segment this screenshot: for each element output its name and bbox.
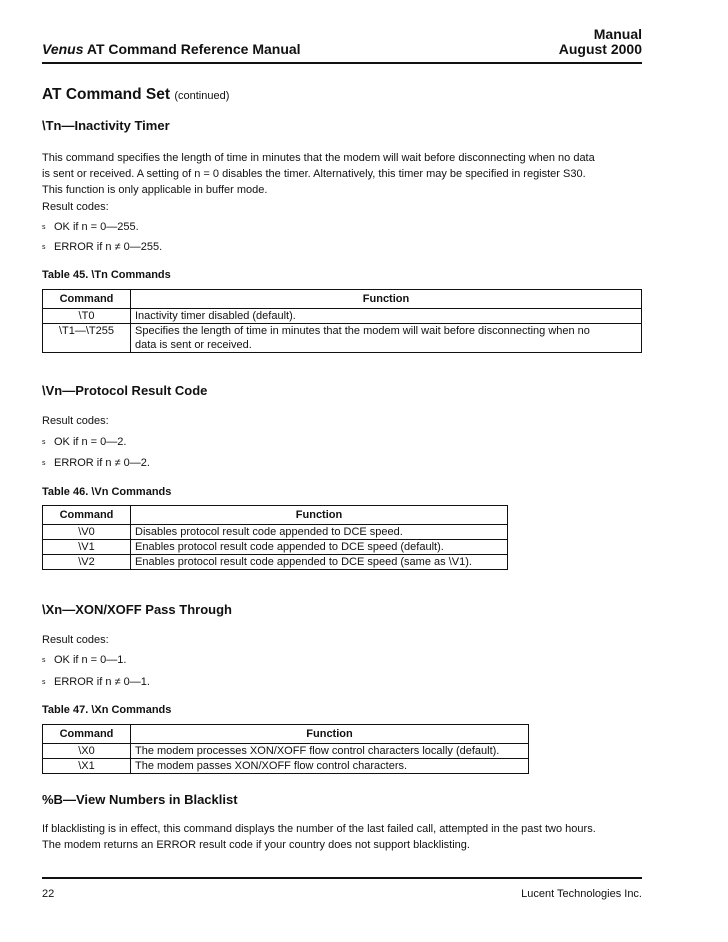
table-row [43, 555, 508, 570]
table-row [43, 525, 508, 540]
col-function: Function [131, 290, 642, 309]
xn-table [42, 724, 529, 774]
tn-result-label: Result codes: [42, 201, 109, 213]
cell-command: \X0 [43, 744, 131, 759]
col-command: Command [43, 725, 131, 744]
cell-function: Enables protocol result code appended to DCE speed (default). [131, 540, 508, 555]
bullet-text: OK if n = 0—1. [54, 654, 127, 666]
tn-description [42, 150, 652, 198]
col-command: Command [43, 290, 131, 309]
bullet-text: ERROR if n ≠ 0—255. [54, 241, 163, 253]
bullet-text: ERROR if n ≠ 0—1. [54, 676, 150, 688]
footer-rule [42, 877, 642, 879]
pb-heading: %B—View Numbers in Blacklist [42, 792, 238, 807]
xn-heading: \Xn—XON/XOFF Pass Through [42, 602, 232, 617]
cell-command: \T1—\T255 [43, 324, 131, 353]
vn-heading: \Vn—Protocol Result Code [42, 383, 208, 398]
section-note: (continued) [174, 90, 230, 102]
section-title [42, 86, 229, 104]
tn-desc-line: This function is only applicable in buffer mode. [42, 184, 268, 196]
section-title-text: AT Command Set [42, 86, 171, 103]
header-date: August 2000 [558, 41, 642, 57]
header-manual: Manual [593, 26, 642, 42]
bullet-text: OK if n = 0—255. [54, 221, 139, 233]
tn-bullet-error [42, 241, 162, 253]
table-row [43, 324, 642, 353]
vn-table [42, 505, 508, 570]
tn-desc-line: This command specifies the length of time in minutes that the modem will wait before disconnecting when no data [42, 152, 595, 164]
table-row [43, 540, 508, 555]
document-title [42, 41, 301, 57]
bullet-mark: s [42, 679, 46, 686]
tn-heading: \Tn—Inactivity Timer [42, 118, 170, 133]
table-header-row [43, 506, 508, 525]
bullet-mark: s [42, 439, 46, 446]
vn-result-label: Result codes: [42, 415, 109, 427]
table-row [43, 309, 642, 324]
col-function: Function [131, 725, 529, 744]
bullet-mark: s [42, 657, 46, 664]
footer-company: Lucent Technologies Inc. [521, 888, 642, 900]
vn-bullet-error [42, 457, 150, 469]
cell-command: \T0 [43, 309, 131, 324]
cell-function [131, 324, 642, 353]
cell-command: \V1 [43, 540, 131, 555]
tn-desc-line: is sent or received. A setting of n = 0 disables the timer. Alternatively, this timer may be specified in register S30. [42, 168, 586, 180]
col-command: Command [43, 506, 131, 525]
vn-table-caption: Table 46. \Vn Commands [42, 486, 172, 498]
xn-bullet-error [42, 676, 150, 688]
cell-command: \V2 [43, 555, 131, 570]
page-number: 22 [42, 888, 55, 900]
xn-result-label: Result codes: [42, 634, 109, 646]
table-row [43, 744, 529, 759]
tn-bullet-ok [42, 221, 139, 233]
cell-function: The modem passes XON/XOFF flow control characters. [131, 759, 529, 774]
table-row [43, 759, 529, 774]
bullet-mark: s [42, 460, 46, 467]
bullet-text: OK if n = 0—2. [54, 436, 127, 448]
cell-function [131, 309, 642, 324]
xn-table-caption: Table 47. \Xn Commands [42, 704, 172, 716]
pb-desc-line: If blacklisting is in effect, this command displays the number of the last failed call, attempted in the past two hours. [42, 823, 596, 835]
cell-function: Enables protocol result code appended to DCE speed (same as \V1). [131, 555, 508, 570]
cell-function-text: Inactivity timer disabled (default). [135, 310, 296, 322]
pb-desc-line: The modem returns an ERROR result code if your country does not support blacklisting. [42, 839, 470, 851]
header-rule [42, 62, 642, 64]
tn-table [42, 289, 642, 353]
cell-function-text: Specifies the length of time in minutes that the modem will wait before disconnecting when no [135, 325, 590, 337]
vn-bullet-ok [42, 436, 126, 448]
table-header-row [43, 290, 642, 309]
title-italic: Venus [42, 41, 84, 57]
title-rest: AT Command Reference Manual [83, 41, 301, 57]
bullet-mark: s [42, 244, 46, 251]
table-header-row [43, 725, 529, 744]
cell-command: \V0 [43, 525, 131, 540]
tn-table-caption: Table 45. \Tn Commands [42, 269, 171, 281]
bullet-mark: s [42, 224, 46, 231]
cell-function-text: data is sent or received. [135, 339, 252, 351]
xn-bullet-ok [42, 654, 126, 666]
cell-command: \X1 [43, 759, 131, 774]
pb-description [42, 821, 652, 853]
col-function: Function [131, 506, 508, 525]
cell-function: The modem processes XON/XOFF flow control characters locally (default). [131, 744, 529, 759]
cell-function: Disables protocol result code appended to DCE speed. [131, 525, 508, 540]
bullet-text: ERROR if n ≠ 0—2. [54, 457, 150, 469]
